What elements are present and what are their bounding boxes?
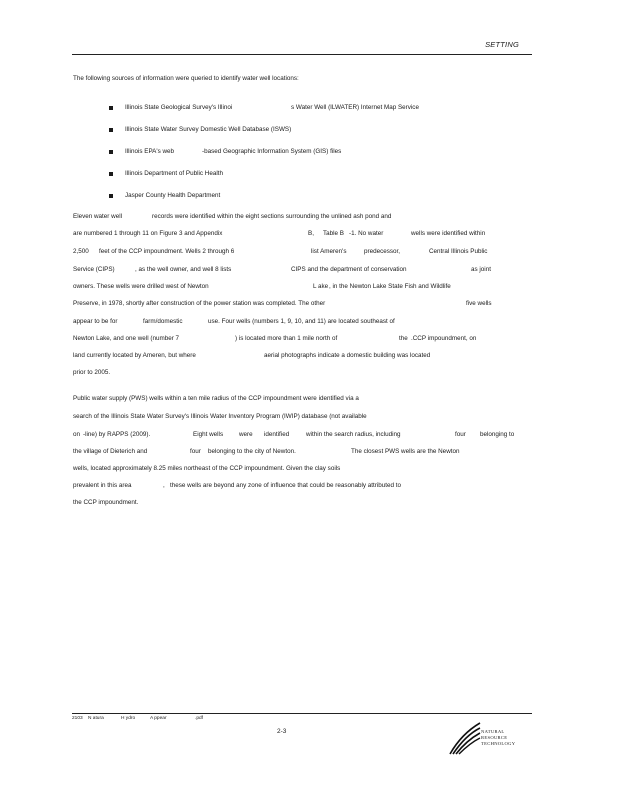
footer-rule	[72, 713, 532, 714]
bullet-text-part: Illinois EPA's web	[125, 148, 175, 155]
text-segment: , in the Newton Lake State Fish and Wildlife	[329, 283, 451, 290]
text-segment: Eight wells	[193, 431, 224, 438]
text-segment: Public water supply (PWS) wells within a ten mile radius of the CCP impoundment were identified via a	[73, 395, 359, 402]
text-segment: records were identified within the eight sections surrounding the unlined ash pond and	[152, 213, 392, 220]
text-segment: belonging to the city of Newton.	[208, 448, 296, 455]
text-segment: belonging to	[480, 431, 515, 438]
text-segment: five wells	[466, 300, 492, 307]
bullet-marker	[109, 106, 113, 110]
bullet-marker	[109, 194, 113, 198]
footer-text: H ydro	[121, 716, 136, 721]
text-segment: appear to be for	[73, 318, 118, 325]
bullet-marker	[109, 150, 113, 154]
text-segment: the village of Dieterich and	[73, 448, 148, 455]
text-segment: The closest PWS wells are the Newton	[351, 448, 460, 455]
text-segment: four	[190, 448, 201, 455]
text-segment: land currently located by Ameren, but where	[73, 352, 196, 359]
text-segment: Central Illinois Public	[429, 248, 488, 255]
page-number: 2-3	[277, 728, 287, 735]
text-segment: owners. These wells were drilled west of Newton	[73, 283, 209, 290]
header-rule	[72, 54, 532, 55]
bullet-item: Illinois Department of Public Health	[125, 170, 223, 177]
text-segment: B,	[308, 230, 314, 237]
text-segment: use. Four wells (numbers 1, 9, 10, and 11) are located southeast of	[208, 318, 395, 325]
text-segment: on	[73, 431, 81, 438]
text-segment: Preserve, in 1978, shortly after construction of the power station was completed. The other	[73, 300, 326, 307]
text-segment: are numbered 1 through 11 on Figure 3 and Appendix	[73, 230, 223, 237]
logo-text-line: TECHNOLOGY	[481, 741, 516, 746]
bullet-text-part: -based Geographic Information System (GIS) files	[202, 148, 342, 155]
bullet-text-part: Illinois State Geological Survey's Illinoi	[125, 104, 233, 111]
bullet-item: Illinois State Water Survey Domestic Well Database (ISWS)	[125, 126, 292, 133]
footer-text: A ppear	[150, 716, 167, 721]
text-segment: -1. No water	[349, 230, 384, 237]
text-segment: feet of the CCP impoundment. Wells 2 through 6	[99, 248, 235, 255]
text-segment: aerial photographs indicate a domestic building was located	[264, 352, 431, 359]
text-segment: , as the well owner, and well 8 lists	[135, 266, 232, 273]
text-segment: within the search radius, including	[306, 431, 401, 438]
text-segment: farm/domestic	[143, 318, 183, 325]
footer-text: N atura	[88, 716, 104, 721]
header-section-title: SETTING	[485, 40, 519, 49]
bullet-item	[125, 148, 342, 156]
text-segment: L ake	[313, 283, 329, 290]
text-segment: the CCP impoundment.	[73, 499, 139, 506]
text-segment: list Ameren's	[311, 248, 347, 255]
text-segment: .CCP impoundment, on	[411, 335, 477, 342]
bullet-text-part: s Water Well (ILWATER) Internet Map Service	[291, 104, 419, 111]
logo-text-line: NATURAL	[481, 729, 505, 734]
text-segment: wells, located approximately 8.25 miles northeast of the CCP impoundment. Given the clay soils	[73, 465, 341, 472]
text-segment: these wells are beyond any zone of influence that could be reasonably attributed to	[170, 482, 402, 489]
text-segment: wells were identified within	[411, 230, 486, 237]
text-segment: prevalent in this area	[73, 482, 132, 489]
text-segment: four	[455, 431, 466, 438]
text-segment: -line) by RAPPS (2009).	[83, 431, 151, 438]
bullet-item	[125, 104, 419, 112]
footer-text: .pdf	[195, 716, 204, 721]
text-segment: prior to 2005.	[73, 369, 111, 376]
bullet-marker	[109, 128, 113, 132]
text-segment: Eleven water well	[73, 213, 122, 220]
bullet-item: Jasper County Health Department	[125, 192, 221, 199]
text-segment: Newton Lake, and one well (number 7	[73, 335, 180, 342]
logo-text-line: RESOURCE	[481, 735, 508, 740]
footer-text: 2103	[72, 716, 83, 721]
text-segment: identified	[264, 431, 290, 438]
text-segment: Service (CIPS)	[73, 266, 115, 273]
text-segment: the	[399, 335, 408, 342]
bullet-marker	[109, 172, 113, 176]
text-segment: predecessor,	[364, 248, 401, 255]
text-segment: as joint	[471, 266, 491, 273]
text-segment: CIPS and the department of conservation	[291, 266, 407, 273]
text-segment: ) is located more than 1 mile north of	[235, 335, 338, 342]
text-segment: were	[239, 431, 253, 438]
text-segment: search of the Illinois State Water Survey's Illinois Water Inventory Program (IWIP) database (not available	[73, 413, 367, 420]
intro-text: The following sources of information were queried to identify water well locations:	[73, 75, 299, 82]
text-segment: ,	[163, 482, 165, 489]
text-segment: 2,500	[73, 248, 89, 255]
text-segment: Table B	[323, 230, 345, 237]
